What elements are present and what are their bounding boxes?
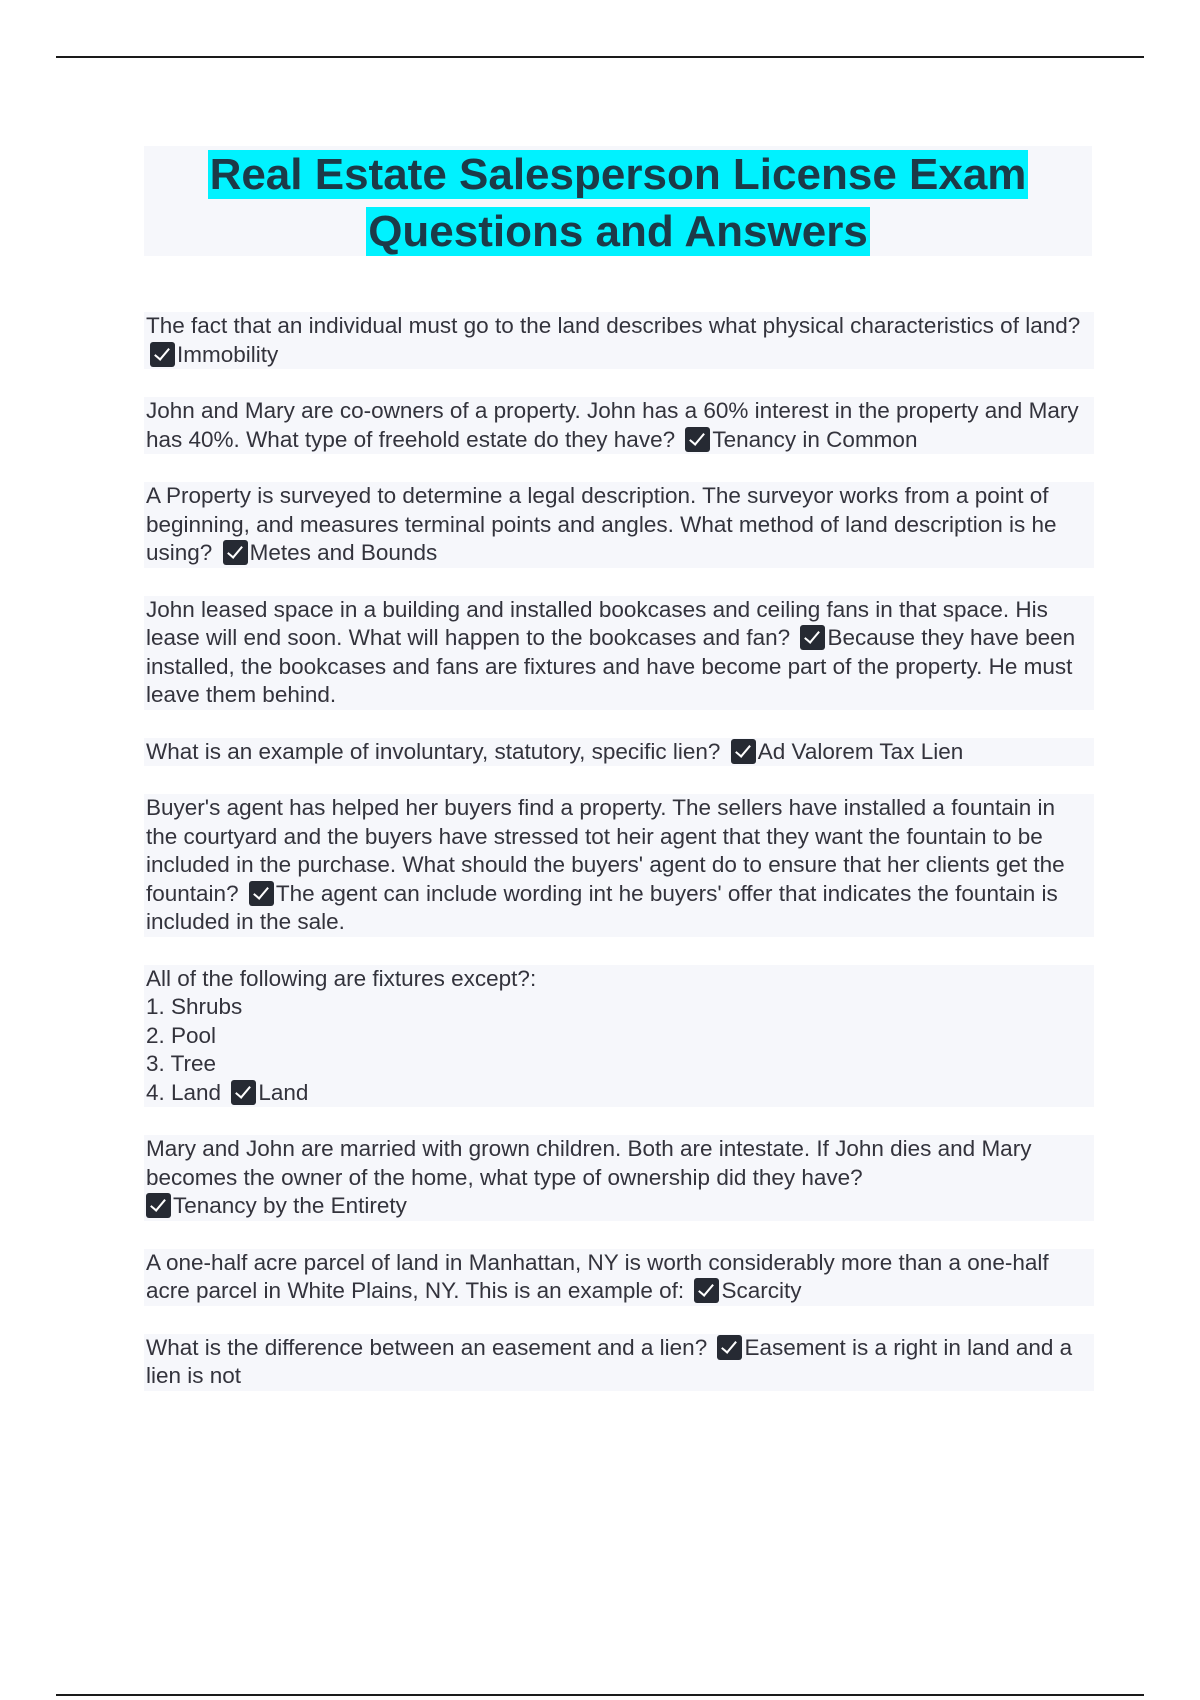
- question-text: John leased space in a building and installed bookcases and ceiling fans in that space. His lease will end soon. What will happen to the bookcases and fan?: [146, 596, 1048, 650]
- question-text: Mary and John are married with grown children. Both are intestate. If John dies and Mary becomes the owner of the home, what type of ownership did they have?: [146, 1136, 1032, 1190]
- answer-text: Metes and Bounds: [249, 540, 438, 565]
- top-rule: [56, 56, 1144, 58]
- answer-text: Land: [258, 1079, 309, 1105]
- qa-item-9: [144, 1249, 1094, 1306]
- checkmark-box-icon: [717, 1335, 742, 1360]
- bottom-rule: [56, 1694, 1144, 1696]
- qa-item-10: [144, 1334, 1094, 1391]
- answer-text: Tenancy in Common: [712, 426, 918, 452]
- question-text: What is an example of involuntary, statutory, specific lien?: [146, 738, 721, 764]
- qa-item-3: [144, 482, 1094, 568]
- answer-text: Because they have been installed, the bookcases and fans are fixtures and have become part of the property. He must leave them behind.: [146, 625, 1076, 707]
- title-line-2: Questions and Answers: [368, 207, 868, 256]
- answer-text: Easement is a right in land and a lien is not: [146, 1334, 1073, 1388]
- qa-item-8: [144, 1135, 1094, 1221]
- question-text: What is the difference between an easement and a lien?: [146, 1334, 708, 1360]
- qa-item-4: [144, 596, 1094, 710]
- checkmark-box-icon: [685, 427, 710, 452]
- checkmark-box-icon: [800, 625, 825, 650]
- checkmark-box-icon: [223, 540, 248, 565]
- answer-text: Immobility: [177, 341, 279, 367]
- question-text: The fact that an individual must go to the land describes what physical characteristics of land?: [146, 313, 1081, 338]
- question-text: A Property is surveyed to determine a legal description. The surveyor works from a point of beginning, and measures terminal points and angles. What method of land description is he using?: [146, 483, 1057, 565]
- answer-text: The agent can include wording int he buyers' offer that indicates the fountain is included in the sale.: [146, 880, 1058, 934]
- qa-item-6: [144, 794, 1094, 937]
- question-text: All of the following are fixtures except?: 1. Shrubs 2. Pool 3. Tree 4. Land: [146, 965, 537, 1105]
- checkmark-box-icon: [731, 739, 756, 764]
- title-line-1: Real Estate Salesperson License Exam: [209, 150, 1027, 199]
- question-text: Buyer's agent has helped her buyers find a property. The sellers have installed a fountain in the courtyard and the buyers have stressed tot heir agent that they want the fountain to be included in the purchase. What should the buyers' agent do to ensure that her clients get the fountain?: [146, 795, 1065, 906]
- question-text: John and Mary are co-owners of a property. John has a 60% interest in the property and Mary has 40%. What type of freehold estate do they have?: [146, 398, 1079, 452]
- document-title: [144, 146, 1092, 256]
- qa-item-5: [144, 738, 1094, 767]
- question-text: A one-half acre parcel of land in Manhattan, NY is worth considerably more than a one-half acre parcel in White Plains, NY. This is an example of:: [146, 1249, 1049, 1303]
- qa-item-7: [144, 965, 1094, 1108]
- checkmark-box-icon: [150, 342, 175, 367]
- qa-item-2: [144, 397, 1094, 454]
- checkmark-box-icon: [146, 1193, 171, 1218]
- qa-list: [144, 312, 1094, 1419]
- answer-text: Scarcity: [721, 1278, 802, 1303]
- answer-text: Ad Valorem Tax Lien: [757, 738, 964, 764]
- checkmark-box-icon: [249, 881, 274, 906]
- answer-text: Tenancy by the Entirety: [173, 1193, 407, 1218]
- checkmark-box-icon: [231, 1080, 256, 1105]
- checkmark-box-icon: [694, 1278, 719, 1303]
- qa-item-1: [144, 312, 1094, 369]
